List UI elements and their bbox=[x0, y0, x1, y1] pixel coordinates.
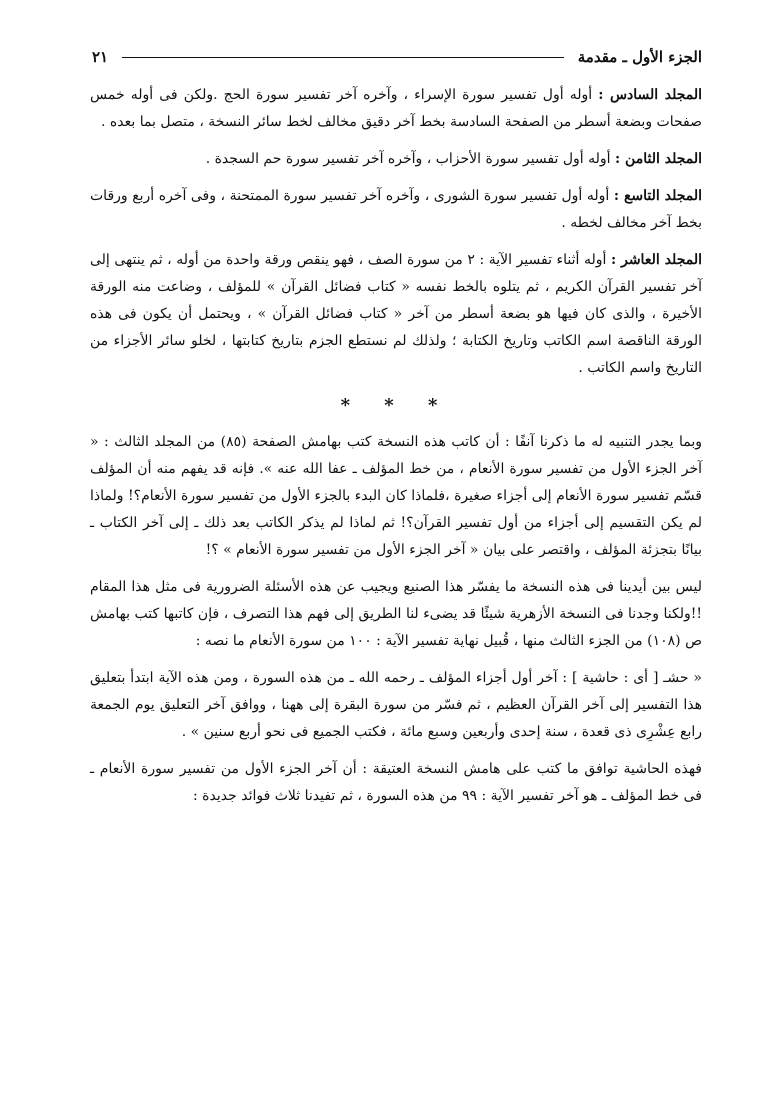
volume-9-paragraph bbox=[90, 183, 702, 237]
body-paragraph: ليس بين أيدينا فى هذه النسخة ما يفسّر هذا الصنيع ويجيب عن هذه الأسئلة الضرورية فى مثل هذا المقام !!ولكنا وجدنا فى النسخة الأزهرية شيئًا قد يضىء لنا الطريق إلى فهم هذا التصرف ، فإن كاتبها كتب بهامش ص (١٠٨) من الجزء الثالث منها ، قُبيل نهاية تفسير الآية : ١٠٠ من سورة الأنعام ما نصه : bbox=[90, 579, 702, 649]
paragraph-text: أوله أول تفسير سورة الإسراء ، وآخره آخر تفسير سورة الحج .ولكن فى أوله خمس صفحات وبضعة أسطر من الصفحة السادسة بخط آخر دقيق مخالف لخط سائر النسخة ، متصل بما بعده . bbox=[90, 87, 702, 130]
paragraph-lead: المجلد التاسع : bbox=[613, 188, 703, 204]
volume-8-paragraph bbox=[90, 146, 702, 173]
page-body bbox=[90, 82, 702, 820]
paragraph-lead: المجلد العاشر : bbox=[610, 252, 702, 268]
paragraph-lead: المجلد السادس : bbox=[598, 87, 702, 103]
volume-6-paragraph bbox=[90, 82, 702, 136]
page-number: ٢١ bbox=[92, 48, 109, 66]
page-header bbox=[92, 42, 702, 72]
section-separator: * * * bbox=[340, 395, 452, 416]
header-rule bbox=[122, 57, 564, 58]
paragraph-text: أوله أول تفسير سورة الشورى ، وآخره آخر تفسير سورة الممتحنة ، وفى آخره أربع ورقات بخط آخر مخالف لخطه . bbox=[90, 188, 702, 231]
body-paragraph: فهذه الحاشية توافق ما كتب على هامش النسخة العتيقة : أن آخر الجزء الأول من تفسير سورة الأنعام ـ فى خط المؤلف ـ هو آخر تفسير الآية : ٩٩ من هذه السورة ، ثم تفيدنا ثلاث فوائد جديدة : bbox=[90, 761, 702, 804]
quoted-note-paragraph: « حشـ [ أى : حاشية ] : آخر أول أجزاء المؤلف ـ رحمه الله ـ من هذه السورة ، ومن هذه الآية ابتدأ بتعليق هذا التفسير إلى آخر القرآن العظيم ، ثم فسّر من سورة البقرة إلى ههنا ، ووافق آخر التعليق يوم الجمعة رابع عِشْرِى ذى قعدة ، سنة إحدى وأربعين وسبع مائة ، فكتب الجميع فى نحو أربع سنين » . bbox=[90, 670, 702, 740]
paragraph-text: أوله أثناء تفسير الآية : ٢ من سورة الصف ، فهو ينقص ورقة واحدة من أوله ، ثم ينتهى إلى آخر تفسير القرآن الكريم ، ثم يتلوه بالخط نفسه « كتاب فضائل القرآن » للمؤلف ، وضاعت منه الورقة الأخيرة ، والذى كان فيها هو بضعة أسطر من آخر « كتاب فضائل القرآن » ، ويحتمل أن يكون فى هذه الورقة الناقصة اسم الكاتب وتاريخ الكتابة ؛ ولذلك لم نستطع الجزم بتاريخ كتابتها ، لخلو سائر الأجزاء من التاريخ واسم الكاتب . bbox=[90, 252, 702, 376]
paragraph-lead: المجلد الثامن : bbox=[615, 151, 702, 167]
volume-10-paragraph bbox=[90, 247, 702, 382]
paragraph-text: أوله أول تفسير سورة الأحزاب ، وآخره آخر تفسير سورة حم السجدة . bbox=[205, 151, 615, 167]
body-paragraph: وبما يجدر التنبيه له ما ذكرنا آنفًا : أن كاتب هذه النسخة كتب بهامش الصفحة (٨٥) من المجلد الثالث : « آخر الجزء الأول من تفسير سورة الأنعام ، من خط المؤلف ـ عفا الله عنه ». فإنه قد يفهم منه أن المؤلف قسّم تفسير سورة الأنعام إلى أجزاء صغيرة ،فلماذا كان البدء بالجزء الأول من تفسير سورة الأنعام؟! ولماذا لم يكن التقسيم إلى أجزاء من أول تفسير القرآن؟! ثم لماذا لم يذكر الكاتب بعد ذلك ـ إلى آخر الكتاب ـ بيانًا بتجزئة المؤلف ، واقتصر على بيان « آخر الجزء الأول من تفسير سورة الأنعام » ؟! bbox=[90, 434, 702, 558]
running-title: الجزء الأول ـ مقدمة bbox=[577, 48, 702, 66]
